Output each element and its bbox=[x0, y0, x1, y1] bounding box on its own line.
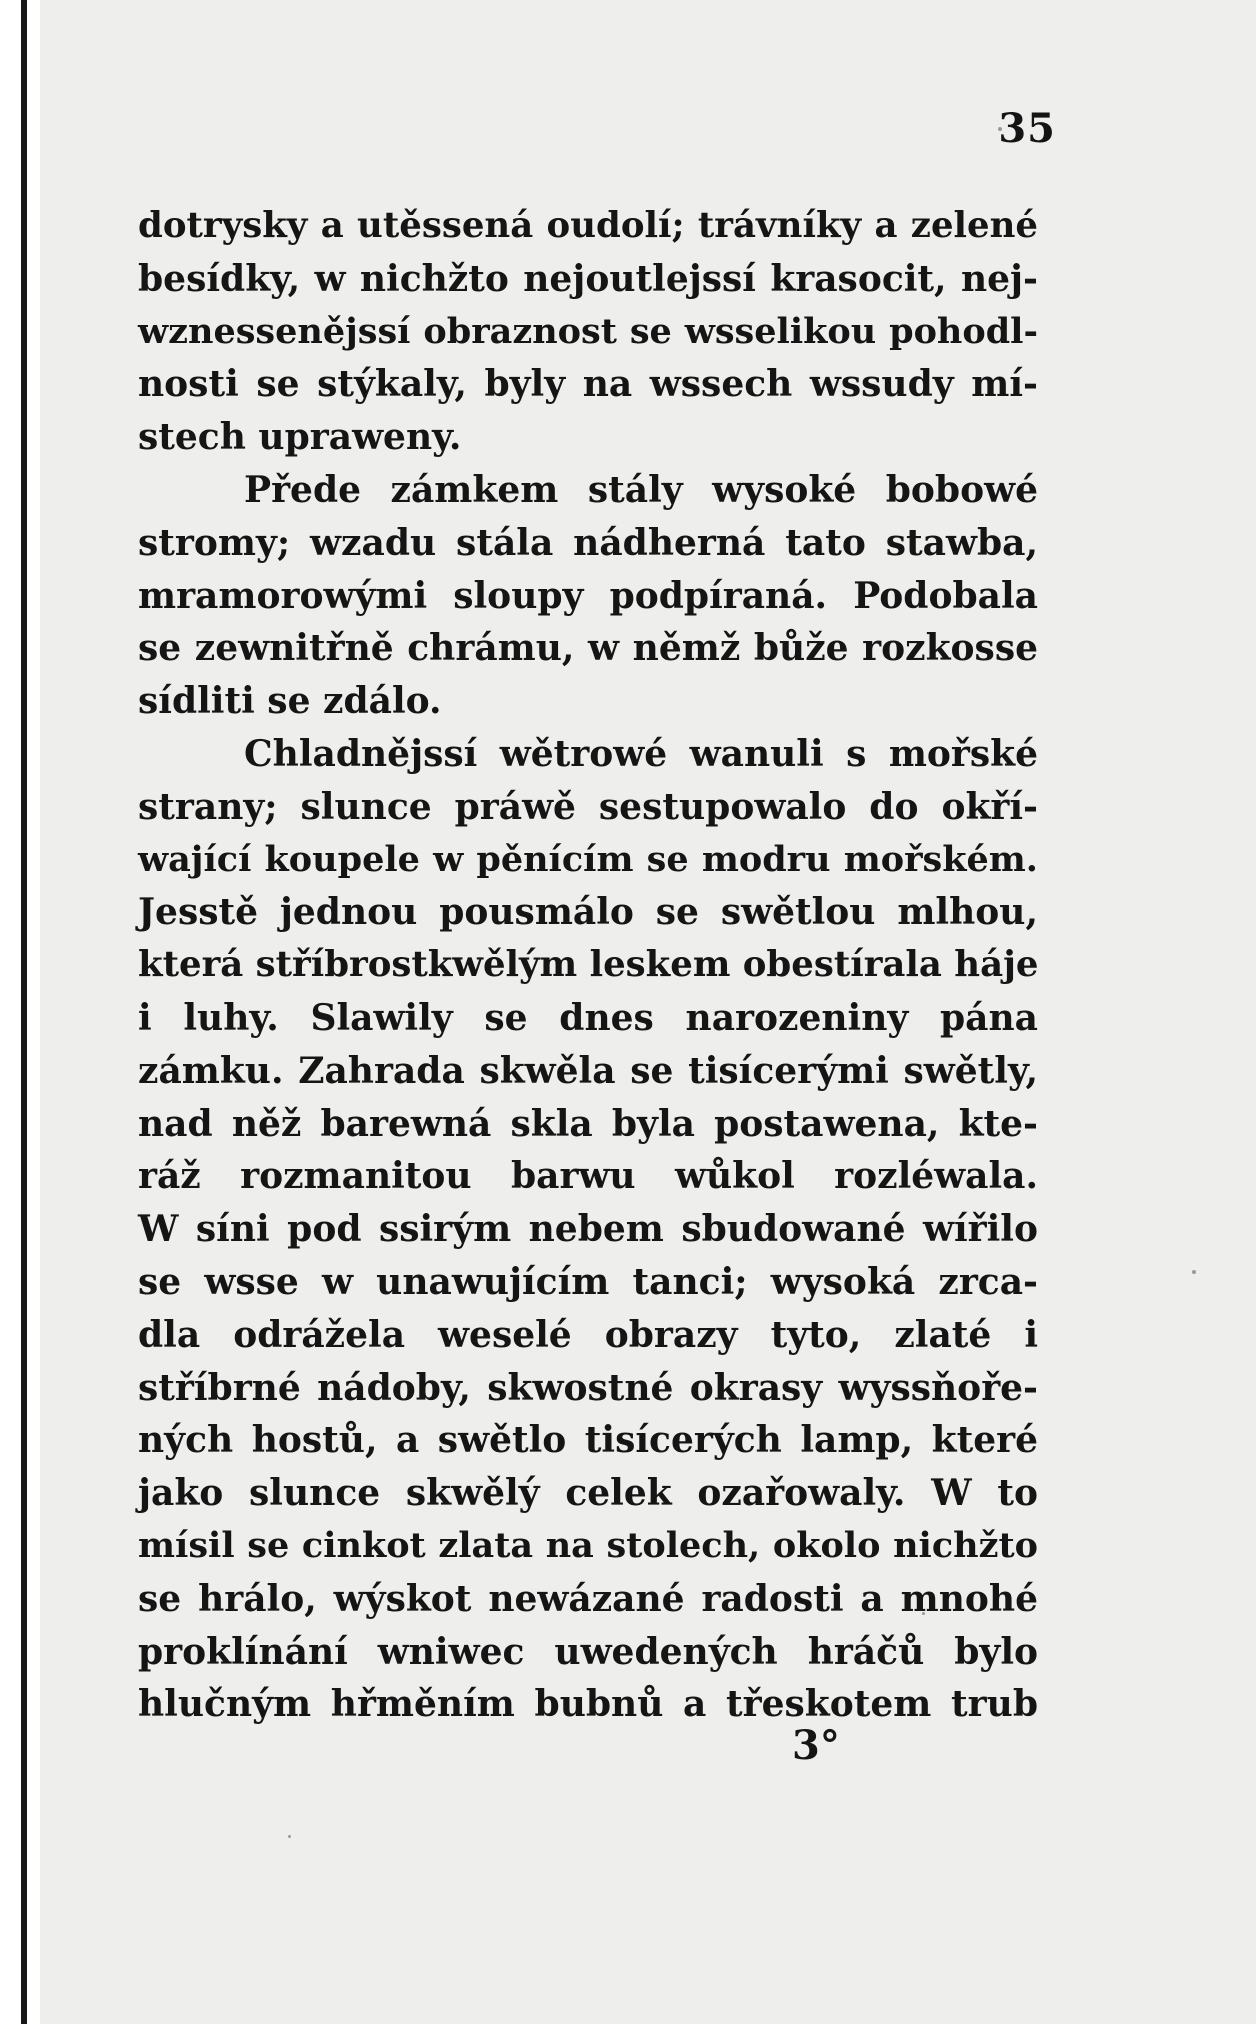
text-line: wající koupele w pěnícím se modru mořském. bbox=[138, 838, 1038, 880]
paper-speck bbox=[1192, 1270, 1196, 1274]
text-line: hlučným hřměním bubnů a třeskotem trub bbox=[138, 1683, 1038, 1726]
text-line: se zewnitřně chrámu, w němž bůže rozkosse bbox=[138, 627, 1038, 670]
catchword: 3° bbox=[792, 1722, 840, 1769]
text-line: Jesstě jednou pousmálo se swětlou mlhou, bbox=[138, 891, 1038, 934]
text-line: nosti se stýkaly, byly na wssech wssudy mí- bbox=[138, 363, 1038, 406]
text-line: stříbrné nádoby, skwostné okrasy wyssňoře- bbox=[138, 1366, 1038, 1409]
text-line: Chladnějssí wětrowé wanuli s mořské bbox=[244, 732, 1038, 775]
text-line: se wsse w unawujícím tanci; wysoká zrca- bbox=[138, 1260, 1038, 1303]
text-line: mísil se cinkot zlata na stolech, okolo nichžto bbox=[138, 1524, 1038, 1566]
text-line: nad něž barewná skla byla postawena, kte- bbox=[138, 1102, 1038, 1145]
text-line: stech upraweny. bbox=[138, 416, 462, 459]
text-line: Přede zámkem stály wysoké bobowé bbox=[244, 468, 1038, 511]
paper-speck bbox=[288, 1835, 291, 1838]
text-line: mramorowými sloupy podpíraná. Podobala bbox=[138, 574, 1038, 617]
text-line: wznessenějssí obraznost se wsselikou pohodl- bbox=[138, 310, 1038, 352]
text-line: zámku. Zahrada skwěla se tisícerými swětly, bbox=[138, 1049, 1038, 1092]
text-line: besídky, w nichžto nejoutlejssí krasocit, nej- bbox=[138, 257, 1038, 300]
text-line: proklínání wniwec uwedených hráčů bylo bbox=[138, 1630, 1038, 1673]
body-text bbox=[138, 200, 1038, 1731]
page-number: 35 bbox=[998, 105, 1056, 152]
text-line: strany; slunce práwě sestupowalo do okří- bbox=[138, 785, 1038, 828]
text-line: jako slunce skwělý celek ozařowaly. W to bbox=[138, 1472, 1038, 1515]
text-line: stromy; wzadu stála nádherná tato stawba, bbox=[138, 521, 1038, 564]
text-line: dotrysky a utěssená oudolí; trávníky a zelené bbox=[138, 205, 1038, 246]
text-line: dla odrážela weselé obrazy tyto, zlaté i bbox=[138, 1313, 1038, 1356]
text-line: ráž rozmanitou barwu wůkol rozléwala. bbox=[138, 1155, 1038, 1198]
binding-edge-line bbox=[21, 0, 27, 2024]
text-line: W síni pod ssirým nebem sbudowané wířilo bbox=[138, 1208, 1038, 1251]
text-line: ných hostů, a swětlo tisícerých lamp, které bbox=[138, 1419, 1038, 1462]
text-line: i luhy. Slawily se dnes narozeniny pána bbox=[138, 996, 1038, 1039]
text-line: která stříbrostkwělým leskem obestírala háje bbox=[138, 944, 1039, 986]
text-line: sídliti se zdálo. bbox=[138, 680, 442, 723]
text-line: se hrálo, wýskot newázané radosti a mnohé bbox=[138, 1577, 1038, 1620]
scan-margin bbox=[0, 0, 40, 2024]
